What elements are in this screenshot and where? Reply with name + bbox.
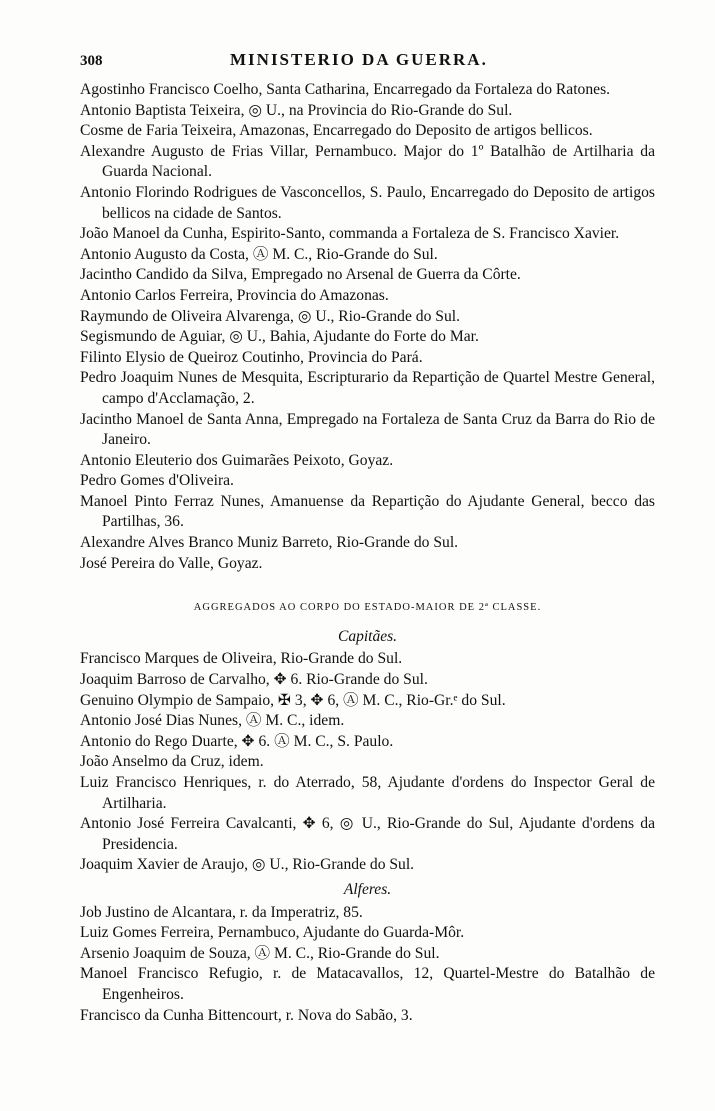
list-item: Joaquim Xavier de Araujo, ◎ U., Rio-Grande do Sul.	[80, 856, 415, 874]
list-item: Luiz Gomes Ferreira, Pernambuco, Ajudante do Guarda-Môr.	[80, 924, 465, 942]
subsection-title-capitaes: Capitães.	[338, 627, 397, 645]
list-item: Jacintho Candido da Silva, Empregado no Arsenal de Guerra da Côrte.	[80, 266, 521, 284]
list-item: Raymundo de Oliveira Alvarenga, ◎ U., Rio-Grande do Sul.	[80, 307, 460, 325]
list-item: Job Justino de Alcantara, r. da Imperatriz, 85.	[80, 903, 363, 921]
list-item: Manoel Francisco Refugio, r. de Matacavallos, 12, Quartel-Mestre do Batalhão de Engenheiros.	[80, 965, 655, 1003]
subsection-title-alferes: Alferes.	[343, 880, 392, 898]
list-item: Pedro Gomes d'Oliveira.	[80, 472, 234, 490]
list-item: Arsenio Joaquim de Souza, Ⓐ M. C., Rio-Grande do Sul.	[80, 944, 440, 962]
list-item: João Manoel da Cunha, Espirito-Santo, commanda a Fortaleza de S. Francisco Xavier.	[80, 225, 620, 243]
list-item: Francisco Marques de Oliveira, Rio-Grande do Sul.	[80, 650, 403, 668]
section-title: AGGREGADOS AO CORPO DO ESTADO-MAIOR DE 2ª CLASSE.	[193, 602, 542, 614]
list-item: Alexandre Augusto de Frias Villar, Pernambuco. Major do 1º Batalhão de Artilharia da Guarda Nacional.	[80, 142, 655, 181]
list-item: José Pereira do Valle, Goyaz.	[80, 554, 263, 572]
page-header	[80, 50, 655, 76]
list-item: Genuino Olympio de Sampaio, ✠ 3, ✥ 6, Ⓐ M. C., Rio-Gr.ᵉ do Sul.	[80, 691, 506, 709]
list-item: Antonio José Dias Nunes, Ⓐ M. C., idem.	[80, 712, 345, 730]
alferes-entries	[80, 903, 655, 1027]
list-item: Antonio Augusto da Costa, Ⓐ M. C., Rio-Grande do Sul.	[80, 245, 438, 263]
list-item: Agostinho Francisco Coelho, Santa Catharina, Encarregado da Fortaleza do Ratones.	[80, 81, 611, 98]
list-item: Antonio Florindo Rodrigues de Vasconcellos, S. Paulo, Encarregado do Deposito de artigos bellicos na cidade de Santos.	[80, 183, 655, 222]
capitaes-entries	[80, 649, 655, 876]
list-item: Francisco da Cunha Bittencourt, r. Nova do Sabão, 3.	[80, 1006, 413, 1024]
list-item: Antonio do Rego Duarte, ✥ 6. Ⓐ M. C., S. Paulo.	[80, 732, 394, 750]
list-item: Antonio Baptista Teixeira, ◎ U., na Provincia do Rio-Grande do Sul.	[80, 101, 513, 119]
entries-list	[80, 80, 655, 1026]
list-item: Antonio Carlos Ferreira, Provincia do Amazonas.	[80, 286, 389, 304]
page-number: 308	[80, 53, 103, 69]
running-title: MINISTERIO DA GUERRA.	[230, 50, 488, 69]
list-item: Alexandre Alves Branco Muniz Barreto, Rio-Grande do Sul.	[80, 534, 459, 552]
list-item: Pedro Joaquim Nunes de Mesquita, Escripturario da Repartição de Quartel Mestre General, campo d'Acclamação, 2.	[80, 369, 655, 407]
list-item: Antonio José Ferreira Cavalcanti, ✥ 6, ◎ U., Rio-Grande do Sul, Ajudante d'ordens da Presidencia.	[80, 815, 655, 853]
list-item: João Anselmo da Cruz, idem.	[80, 753, 264, 771]
list-item: Jacintho Manoel de Santa Anna, Empregado na Fortaleza de Santa Cruz da Barra do Rio de Janeiro.	[80, 410, 655, 449]
list-item: Segismundo de Aguiar, ◎ U., Bahia, Ajudante do Forte do Mar.	[80, 328, 479, 346]
list-item: Filinto Elysio de Queiroz Coutinho, Provincia do Pará.	[80, 348, 423, 366]
list-item: Manoel Pinto Ferraz Nunes, Amanuense da Repartição do Ajudante General, becco das Partilhas, 36.	[80, 492, 655, 531]
list-item: Antonio Eleuterio dos Guimarães Peixoto, Goyaz.	[80, 451, 394, 469]
list-item: Luiz Francisco Henriques, r. do Aterrado, 58, Ajudante d'ordens do Inspector Geral de Artilharia.	[80, 774, 655, 812]
list-item: Cosme de Faria Teixeira, Amazonas, Encarregado do Deposito de artigos bellicos.	[80, 122, 593, 140]
list-item: Joaquim Barroso de Carvalho, ✥ 6. Rio-Grande do Sul.	[80, 671, 428, 689]
top-entries	[80, 80, 655, 574]
